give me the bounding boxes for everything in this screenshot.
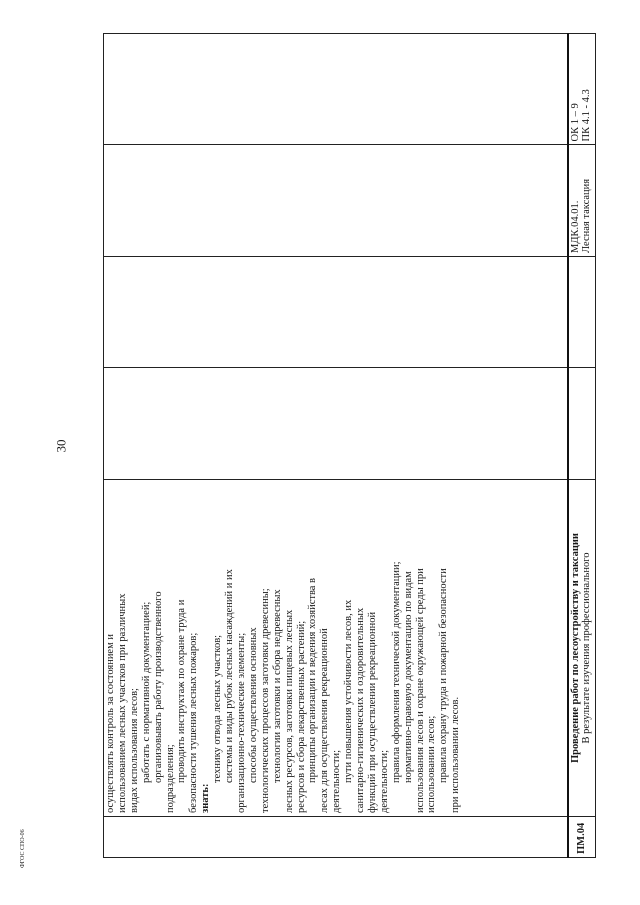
skills-line: способы осуществления основных — [247, 627, 259, 783]
skills-line: деятельности; — [378, 749, 390, 813]
skills-line: организационно-технические элементы; — [235, 632, 247, 813]
skills-line: использовании лесов; — [426, 715, 438, 813]
skills-line: ресурсов и сбора лекарственных растений; — [295, 620, 307, 813]
skills-line: функций при осуществлении рекреационной — [366, 611, 378, 813]
skills-line: правила оформления технической документации; — [390, 561, 402, 783]
curriculum-table — [103, 33, 596, 858]
skills-line: нормативно-правовую документацию по видам — [402, 571, 414, 783]
skills-line: знать: — [200, 783, 212, 813]
skills-line: системы и виды рубок лесных насаждений и их — [224, 569, 236, 783]
cell-empty-6 — [568, 257, 596, 369]
cell-empty-code — [104, 817, 568, 858]
skills-line: пути повышения устойчивости лесов, их — [343, 599, 355, 783]
skills-line: использованием лесных участков при различных — [116, 593, 128, 813]
skills-line: технику отвода лесных участков; — [212, 634, 224, 783]
mdk-cell — [568, 145, 596, 257]
cell-skills-knowledge — [104, 480, 568, 817]
skills-line: использования лесов и охране окружающей среды при — [414, 568, 426, 813]
competences-ok: ОК 1 – 9 — [569, 103, 581, 142]
table-row-skills — [104, 34, 568, 858]
skills-line: деятельности; — [331, 749, 343, 813]
cell-empty-2 — [104, 257, 568, 369]
cell-empty-5 — [568, 368, 596, 480]
skills-line: технологии заготовки и сбора недревесных — [271, 589, 283, 783]
mdk-name: Лесная таксация — [581, 178, 593, 253]
skills-line: лесных ресурсов, заготовки пищевых лесных — [283, 609, 295, 813]
skills-line: видах использования лесов; — [128, 688, 140, 813]
skills-line: технологических процессов заготовки древесины; — [259, 588, 271, 813]
competences-pk: ПК 4.1 - 4.3 — [581, 89, 593, 142]
curriculum-table-rotated — [103, 33, 596, 858]
skills-line: проводить инструктаж по охране труда и — [176, 599, 188, 783]
module-title-cell — [568, 480, 596, 817]
skills-line: безопасности тушения лесных пожаров; — [188, 632, 200, 813]
skills-line: подразделения; — [164, 744, 176, 813]
skills-line: при использовании лесов. — [450, 696, 462, 813]
competences-cell — [568, 34, 596, 146]
module-text: В результате изучения профессионального — [581, 552, 593, 744]
footer-label: ФГОС СПО-06 — [20, 829, 26, 868]
module-code: ПМ.04 — [568, 817, 596, 858]
page-number: 30 — [53, 439, 69, 453]
skills-line: правила охрану труда и пожарной безопасности — [438, 568, 450, 783]
cell-empty-3 — [104, 145, 568, 257]
skills-line: осуществлять контроль за состоянием и — [105, 634, 116, 813]
mdk-code: МДК.04.01. — [569, 200, 581, 253]
module-title: Проведение работ по лесоустройству и таксации — [569, 533, 581, 763]
skills-line: санитарно-гигиенических и оздоровительных — [355, 607, 367, 813]
skills-line: организовывать работу производственного — [152, 591, 164, 783]
skills-line: работать с нормативной документацией; — [140, 601, 152, 783]
table-row-module — [568, 34, 596, 858]
skills-line: лесах для осуществления рекреационной — [319, 628, 331, 813]
cell-empty-1 — [104, 368, 568, 480]
cell-empty-4 — [104, 34, 568, 146]
skills-line: принципы организации и ведения хозяйства в — [307, 577, 319, 783]
